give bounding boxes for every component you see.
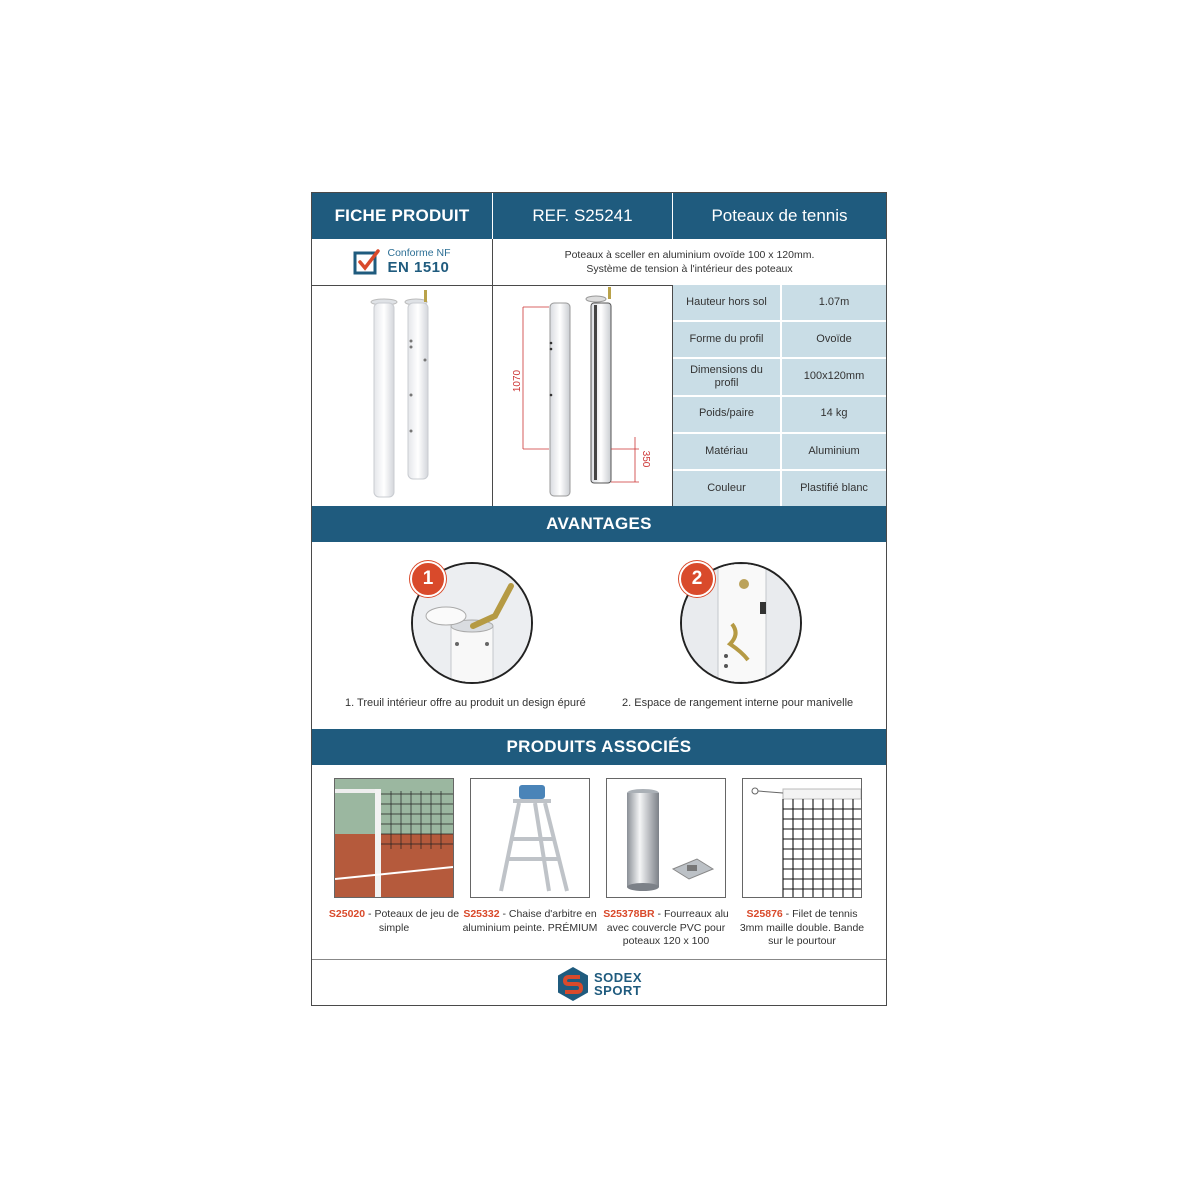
related-product-4-text: - Filet de tennis 3mm maille double. Bande sur le pourtour [739, 908, 865, 948]
spec-value: 14 kg [782, 397, 886, 432]
footer [312, 959, 886, 1007]
related-product-2-caption[interactable] [462, 908, 598, 935]
spec-value: 100x120mm [782, 359, 886, 394]
description-line-1: Poteaux à sceller en aluminium ovoïde 100 x 120mm. [564, 248, 815, 261]
related-product-4-image[interactable] [742, 778, 862, 898]
sheet-title: FICHE PRODUIT [312, 193, 493, 239]
related-product-3-caption[interactable] [598, 908, 734, 949]
related-product-3-ref: S25378BR [603, 908, 655, 920]
dimension-drawing [493, 285, 673, 506]
advantage-2-caption: 2. Espace de rangement interne pour manivelle [622, 697, 854, 709]
sodex-logo-icon [556, 966, 590, 1002]
posts-photo [312, 285, 493, 506]
dimension-diagram [493, 285, 672, 505]
related-product-1-image[interactable] [334, 778, 454, 898]
spec-value: Plastifié blanc [782, 471, 886, 506]
tennis-posts-image [312, 285, 492, 505]
spec-label: Poids/paire [673, 397, 780, 432]
related-product-4-ref: S25876 [746, 908, 783, 920]
tennis-net-image [743, 779, 861, 897]
certification-label: Conforme NF [387, 246, 451, 259]
spec-label: Forme du profil [673, 322, 780, 357]
related-product-2-image[interactable] [470, 778, 590, 898]
specs-table [673, 285, 886, 506]
anchor-dimension-label: 350 [640, 450, 651, 468]
advantages-heading: AVANTAGES [312, 506, 886, 542]
related-product-2-text: - Chaise d'arbitre en aluminium peinte. PRÉMIUM [462, 908, 598, 934]
related-product-3-text: - Fourreaux alu avec couvercle PVC pour poteaux 120 x 100 [606, 908, 729, 948]
certification-block [312, 239, 493, 285]
related-product-4-caption[interactable] [734, 908, 870, 949]
product-sheet [311, 192, 887, 1006]
product-reference: REF. S25241 [493, 193, 673, 239]
related-product-3-image[interactable] [606, 778, 726, 898]
checkbox-check-icon [353, 248, 381, 276]
related-product-1-text: - Poteaux de jeu de simple [365, 908, 460, 934]
related-heading: PRODUITS ASSOCIÉS [312, 729, 886, 765]
product-description [493, 239, 886, 285]
spec-label: Hauteur hors sol [673, 285, 780, 320]
related-product-1-caption[interactable] [326, 908, 462, 935]
sleeve-image [607, 779, 725, 897]
info-row [312, 239, 886, 286]
advantage-1-caption: 1. Treuil intérieur offre au produit un design épuré [345, 697, 586, 709]
product-name: Poteaux de tennis [711, 206, 848, 225]
advantage-1-badge: 1 [410, 561, 446, 597]
certification-standard: EN 1510 [387, 258, 450, 276]
header-bar [312, 193, 886, 239]
brand-line-2: SPORT [593, 982, 642, 998]
spec-label: Dimensions du profil [673, 359, 780, 394]
brand-logo-text [594, 971, 642, 997]
single-posts-image [335, 779, 453, 897]
brand-line-1: SODEX [593, 969, 642, 985]
related-product-1-ref: S25020 [328, 908, 366, 920]
spec-label: Matériau [673, 434, 780, 469]
specs-row [312, 285, 886, 507]
umpire-chair-image [471, 779, 589, 897]
description-line-2: Système de tension à l'intérieur des poteaux [586, 263, 793, 275]
advantage-2-badge: 2 [679, 561, 715, 597]
spec-label: Couleur [673, 471, 780, 506]
spec-value: Ovoïde [782, 322, 886, 357]
spec-value: 1.07m [782, 285, 886, 320]
spec-value: Aluminium [782, 434, 886, 469]
related-product-2-ref: S25332 [463, 908, 500, 920]
height-dimension-label: 1070 [512, 369, 523, 393]
